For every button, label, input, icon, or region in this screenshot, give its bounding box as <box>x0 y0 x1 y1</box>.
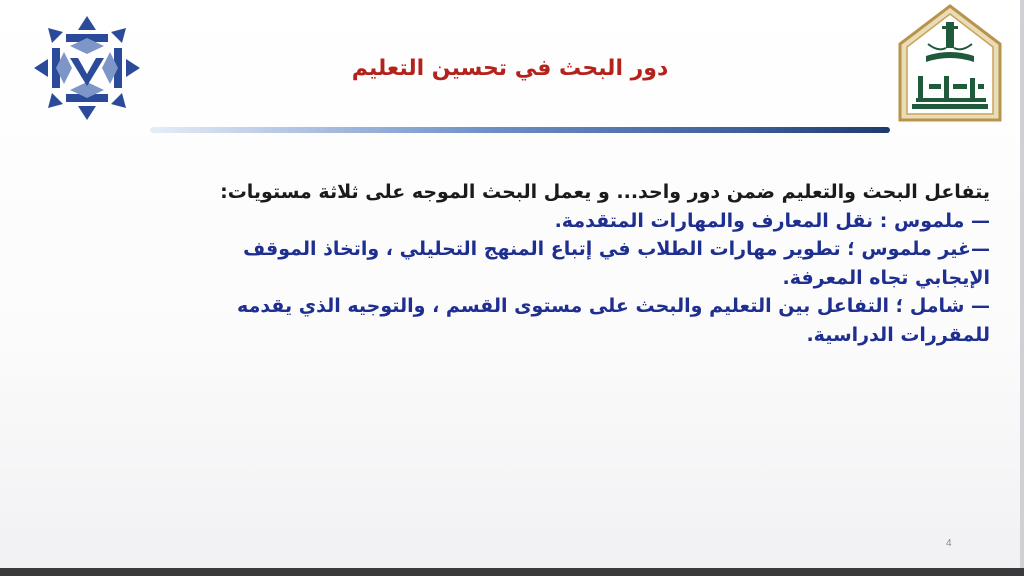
slide-title: دور البحث في تحسين التعليم <box>351 56 669 81</box>
window-edge <box>1020 0 1024 568</box>
star-logo-icon <box>30 12 144 124</box>
intro-paragraph: يتفاعل البحث والتعليم ضمن دور واحد... و يعمل البحث الموجه على ثلاثة مستويات: <box>220 181 990 203</box>
bottom-bar <box>0 568 1024 576</box>
university-crest-icon <box>898 4 1002 124</box>
slide-body <box>170 178 990 349</box>
header-divider <box>150 127 890 133</box>
list-item: —غير ملموس ؛ تطوير مهارات الطلاب في إتباع المنهج التحليلي ، واتخاذ الموقف الإيجابي تجاه المعرفة. <box>243 238 990 289</box>
list-item: — ملموس : نقل المعارف والمهارات المتقدمة. <box>554 209 990 232</box>
page-number: 4 <box>946 538 952 549</box>
list-item: — شامل ؛ التفاعل بين التعليم والبحث على مستوى القسم ، والتوجيه الذي يقدمه للمقررات الدراسية. <box>237 295 990 346</box>
